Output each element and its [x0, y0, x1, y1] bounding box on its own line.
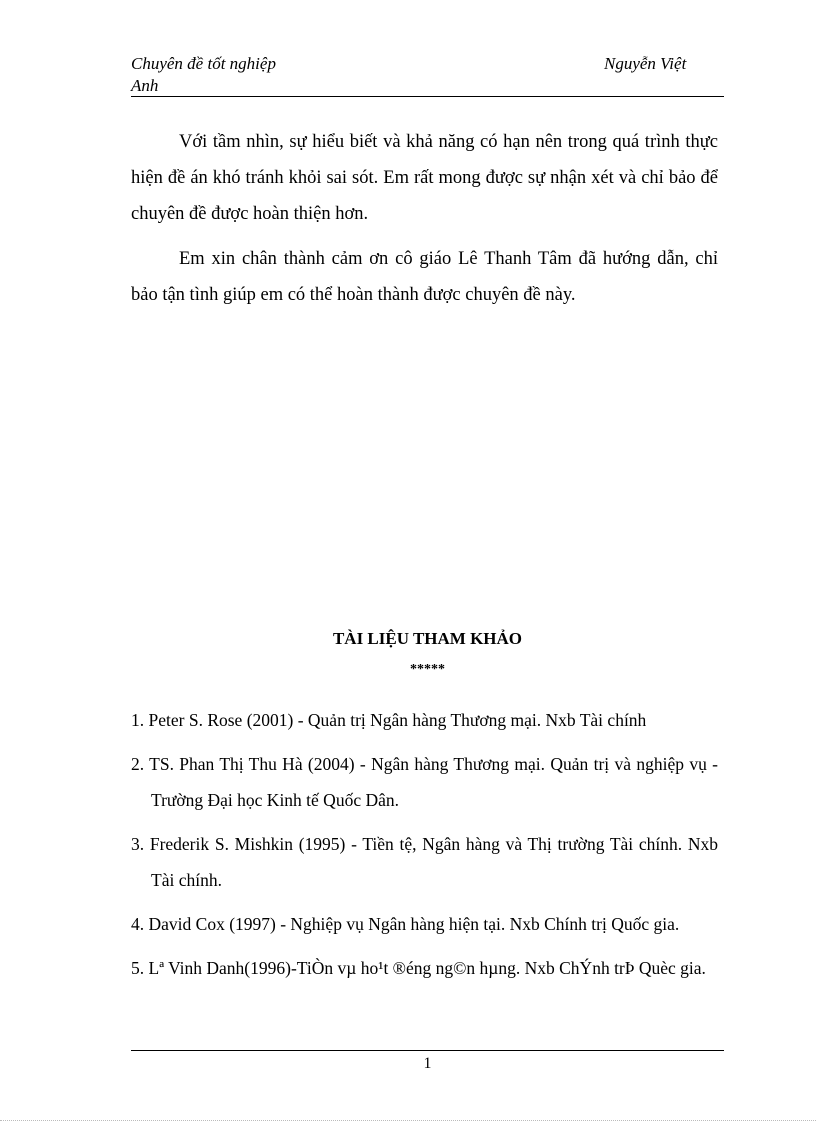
references-title: TÀI LIỆU THAM KHẢO [332, 629, 523, 648]
page-number: 1 [423, 1055, 432, 1072]
reference-item-1: 1. Peter S. Rose (2001) - Quản trị Ngân hàng Thương mại. Nxb Tài chính [131, 710, 647, 730]
footer-divider [131, 1050, 724, 1051]
body-paragraph-1: Với tầm nhìn, sự hiểu biết và khả năng có hạn nên trong quá trình thực hiện đề án khó tránh khỏi sai sót. Em rất mong được sự nhận xét và chỉ bảo để chuyên đề được hoàn thiện hơn. [131, 132, 718, 224]
reference-item-3: 3. Frederik S. Mishkin (1995) - Tiền tệ, Ngân hàng và Thị trường Tài chính. Nxb Tài chính. [131, 834, 718, 890]
page-bottom-edge [0, 1120, 816, 1121]
header-divider [131, 96, 724, 97]
reference-item-2: 2. TS. Phan Thị Thu Hà (2004) - Ngân hàng Thương mại. Quản trị và nghiệp vụ - Trường Đại học Kinh tế Quốc Dân. [131, 754, 718, 810]
header-author: Nguyễn Việt [604, 54, 687, 73]
reference-item-4: 4. David Cox (1997) - Nghiệp vụ Ngân hàng hiện tại. Nxb Chính trị Quốc gia. [131, 914, 680, 934]
reference-item-5: 5. Lª Vinh Danh(1996)-TiÒn vµ ho¹t ®éng ng©n hµng. Nxb ChÝnh trÞ Quèc gia. [131, 958, 706, 978]
header-title [131, 53, 276, 97]
references-stars: ***** [410, 662, 445, 677]
header-title-line2: Anh [131, 76, 159, 95]
references-list [131, 702, 718, 994]
body-paragraph-2: Em xin chân thành cảm ơn cô giáo Lê Thanh Tâm đã hướng dẫn, chỉ bảo tận tình giúp em có thể hoàn thành được chuyên đề này. [131, 249, 718, 305]
header-title-line1: Chuyên đề tốt nghiệp [131, 54, 276, 73]
